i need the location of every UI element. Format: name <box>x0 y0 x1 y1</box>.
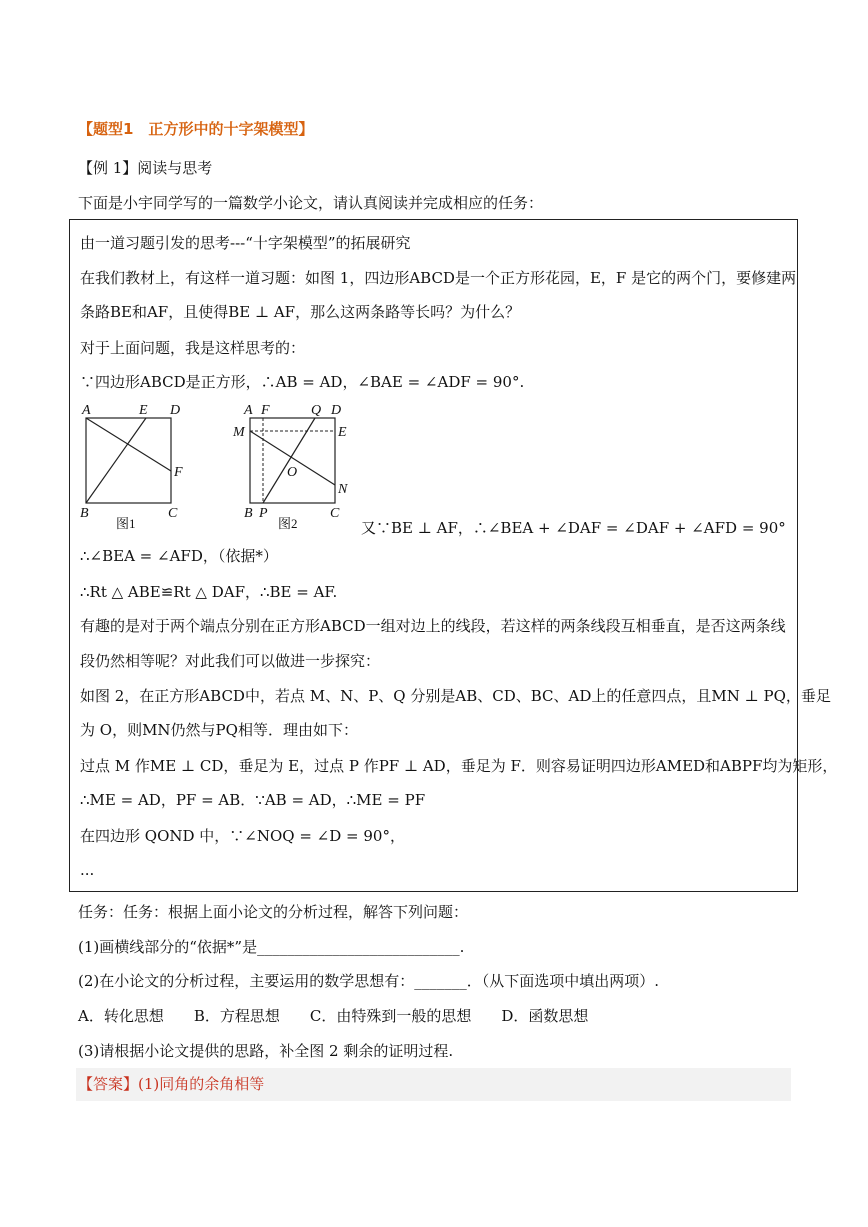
label-b: B <box>244 506 253 521</box>
section-title: 【题型1 正方形中的十字架模型】 <box>78 120 314 138</box>
answer-label: 【答案】 <box>78 1075 139 1093</box>
label-o: O <box>287 465 298 480</box>
figure-2 <box>230 400 360 535</box>
task-question-2: (2)在小论文的分析过程，主要运用的数学思想有：_______．（从下面选项中填出两项）. <box>78 972 660 990</box>
task-intro: 任务：任务：根据上面小论文的分析过程，解答下列问题： <box>78 903 469 921</box>
essay-paragraph: 又∵BE ⊥ AF，∴∠BEA + ∠DAF = ∠DAF + ∠AFD = 90° <box>361 519 786 537</box>
task-options: A．转化思想 B．方程思想 C．由特殊到一般的思想 D．函数思想 <box>78 1007 589 1025</box>
label-d: D <box>170 403 181 418</box>
figure-1-caption: 图1 <box>116 516 136 531</box>
label-p: P <box>259 506 268 521</box>
essay-paragraph: ∴ME = AD，PF = AB．∵AB = AD，∴ME = PF <box>80 791 426 809</box>
label-b: B <box>80 506 89 521</box>
square-abcd <box>86 418 171 503</box>
figure-2-caption: 图2 <box>278 516 298 531</box>
essay-paragraph: 对于上面问题，我是这样思考的： <box>80 339 306 357</box>
label-a: A <box>244 403 253 418</box>
label-c: C <box>168 506 178 521</box>
label-e: E <box>338 425 347 440</box>
essay-title: 由一道习题引发的思考---“十字架模型”的拓展研究 <box>80 234 411 252</box>
essay-paragraph: 在我们教材上，有这样一道习题：如图 1，四边形ABCD是一个正方形花园，E，F 是它的两个门，要修建两 <box>80 269 797 287</box>
label-d: D <box>331 403 342 418</box>
segment-be <box>86 418 146 503</box>
intro-text: 下面是小宇同学写的一篇数学小论文，请认真阅读并完成相应的任务： <box>78 194 544 212</box>
label-e: E <box>139 403 148 418</box>
figure-1 <box>76 400 196 535</box>
task-question-3: (3)请根据小论文提供的思路，补全图 2 剩余的证明过程. <box>78 1042 454 1060</box>
essay-ellipsis: ... <box>80 861 95 879</box>
essay-paragraph: ∴∠BEA = ∠AFD，（依据*） <box>80 547 278 565</box>
label-f: F <box>261 403 270 418</box>
essay-paragraph: ∵四边形ABCD是正方形，∴AB = AD，∠BAE = ∠ADF = 90°. <box>80 373 525 391</box>
answer <box>78 1074 264 1094</box>
essay-paragraph: 过点 M 作ME ⊥ CD，垂足为 E，过点 P 作PF ⊥ AD，垂足为 F．则容易证明四边形AMED和ABPF均为矩形， <box>80 757 838 775</box>
label-c: C <box>330 506 340 521</box>
essay-paragraph: 在四边形 QOND 中，∵∠NOQ = ∠D = 90°， <box>80 827 405 845</box>
essay-paragraph: 段仍然相等呢？对此我们可以做进一步探究： <box>80 652 381 670</box>
answer-text: (1)同角的余角相等 <box>138 1075 265 1093</box>
example-label: 【例 1】阅读与思考 <box>78 159 213 177</box>
label-m: M <box>233 425 245 440</box>
essay-paragraph: 如图 2，在正方形ABCD中，若点 M、N、P、Q 分别是AB、CD、BC、AD上的任意四点，且MN ⊥ PQ，垂足 <box>80 687 831 705</box>
label-a: A <box>82 403 91 418</box>
label-n: N <box>338 482 348 497</box>
label-q: Q <box>311 403 322 418</box>
task-question-1: (1)画横线部分的“依据*”是___________________________. <box>78 938 465 956</box>
label-f: F <box>174 465 183 480</box>
segment-af <box>86 418 171 471</box>
essay-paragraph: 有趣的是对于两个端点分别在正方形ABCD一组对边上的线段，若这样的两条线段互相垂直，是否这两条线 <box>80 617 786 635</box>
essay-paragraph: 为 O，则MN仍然与PQ相等．理由如下： <box>80 721 358 739</box>
essay-paragraph: 条路BE和AF，且使得BE ⊥ AF，那么这两条路等长吗？为什么？ <box>80 303 521 321</box>
essay-paragraph: ∴Rt △ ABE≌Rt △ DAF，∴BE = AF. <box>80 583 338 601</box>
